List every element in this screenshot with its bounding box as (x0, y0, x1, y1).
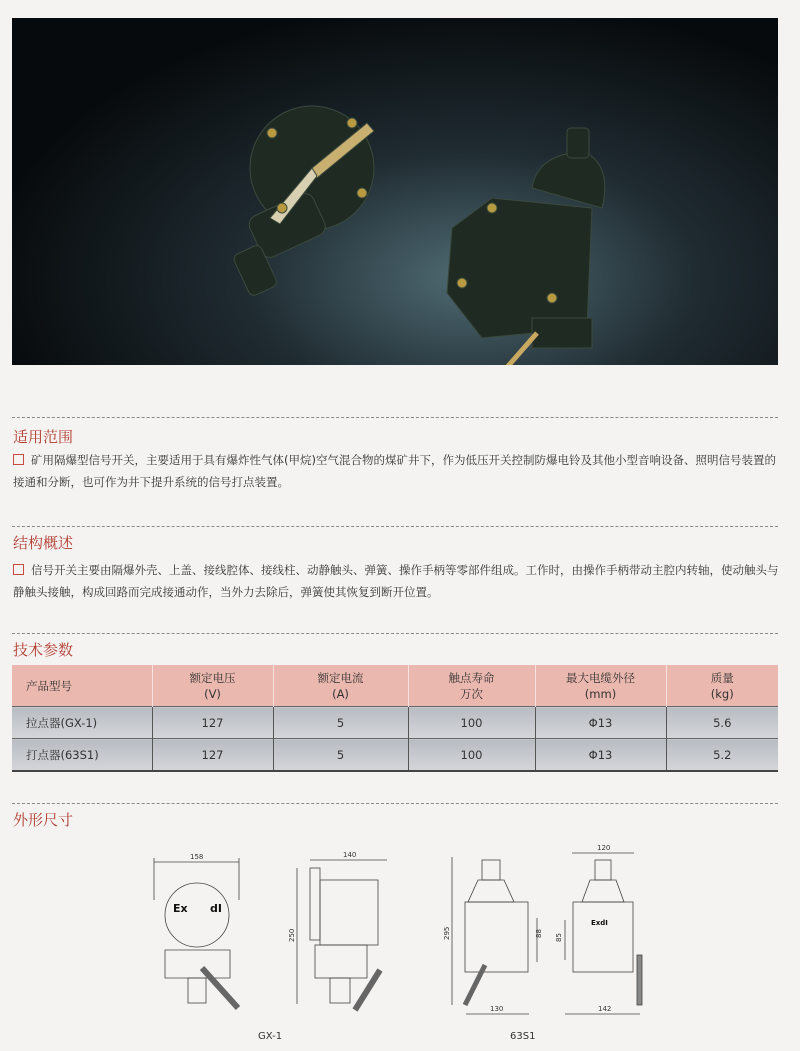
svg-text:85: 85 (555, 933, 563, 942)
scope-text: 矿用隔爆型信号开关，主要适用于具有爆炸性气体(甲烷)空气混合物的煤矿井下，作为低压开关控制防爆电铃及其他小型音响设备、照明信号装置的接通和分断，也可作为井下提升系统的信号打点装置。 (13, 453, 776, 489)
svg-text:142: 142 (598, 1005, 612, 1013)
cell: 5 (273, 707, 408, 739)
svg-text:158: 158 (190, 853, 204, 861)
svg-text:130: 130 (490, 1005, 504, 1013)
table-header-row (12, 665, 778, 707)
cell: 100 (408, 739, 535, 772)
divider (12, 526, 778, 527)
header-current: 额定电流 (A) (273, 665, 408, 707)
63s1-caption: 63S1 (510, 1031, 536, 1042)
gx1-side-view (288, 851, 387, 1010)
cell: 100 (408, 707, 535, 739)
svg-text:295: 295 (443, 926, 451, 940)
section-title-dims: 外形尺寸 (13, 811, 74, 829)
svg-text:ExdI: ExdI (591, 919, 608, 927)
table-row (12, 739, 778, 772)
gx1-front-view (154, 853, 239, 1008)
svg-text:88: 88 (535, 929, 543, 938)
svg-text:120: 120 (597, 844, 611, 852)
cell: 5 (273, 739, 408, 772)
cell: 5.2 (666, 739, 778, 772)
divider (12, 803, 778, 804)
section-text-structure (13, 559, 783, 603)
gx1-caption: GX-1 (258, 1031, 283, 1042)
section-title-scope: 适用范围 (13, 428, 74, 446)
gx1-device (232, 106, 374, 297)
product-photo (12, 18, 778, 365)
svg-text:dI: dI (210, 902, 222, 915)
cell: 5.6 (666, 707, 778, 739)
product-devices-image (12, 18, 778, 365)
svg-text:140: 140 (343, 851, 357, 859)
cell: 打点器(63S1) (12, 739, 152, 772)
svg-text:250: 250 (288, 928, 296, 942)
dimension-drawings (140, 830, 660, 1051)
section-title-params: 技术参数 (13, 641, 74, 659)
svg-text:Ex: Ex (173, 902, 188, 915)
specs-table (12, 665, 778, 772)
checkbox-bullet-icon (13, 454, 24, 465)
header-life: 触点寿命 万次 (408, 665, 535, 707)
cell: Φ13 (535, 707, 666, 739)
section-title-structure: 结构概述 (13, 534, 74, 552)
table-row (12, 707, 778, 739)
divider (12, 633, 778, 634)
63s1-side-view (443, 857, 543, 1014)
header-cable: 最大电缆外径 (mm) (535, 665, 666, 707)
structure-text: 信号开关主要由隔爆外壳、上盖、接线腔体、接线柱、动静触头、弹簧、操作手柄等零部件组成。工作时，由操作手柄带动主腔内转轴，使动触头与静触头接触，构成回路而完成接通动作，当外力去除后，弹簧使其恢复到断开位置。 (13, 563, 779, 599)
63s1-front-view (555, 844, 642, 1014)
cell: 127 (152, 739, 273, 772)
header-mass: 质量 (kg) (666, 665, 778, 707)
cell: Φ13 (535, 739, 666, 772)
cell: 127 (152, 707, 273, 739)
cell: 拉点器(GX-1) (12, 707, 152, 739)
divider (12, 417, 778, 418)
header-model: 产品型号 (12, 665, 152, 707)
63s1-device (447, 128, 605, 365)
header-voltage: 额定电压 (V) (152, 665, 273, 707)
checkbox-bullet-icon (13, 564, 24, 575)
section-text-scope (13, 449, 783, 493)
